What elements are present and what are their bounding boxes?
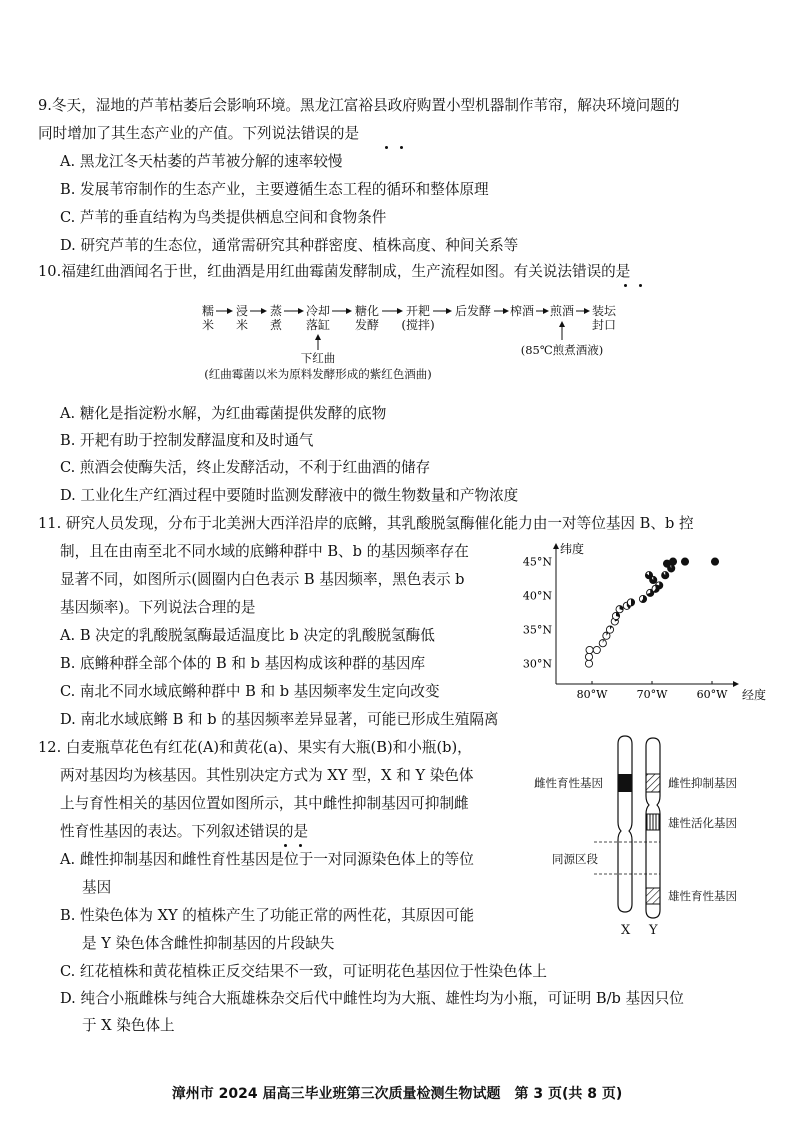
flow-step-8: 榨酒 — [509, 304, 535, 318]
flow-step-9: 煎酒 — [549, 304, 575, 318]
q12-option-c: C. 红花植株和黄花植株正反交结果不一致，可证明花色基因位于性染色体上 — [60, 963, 547, 980]
q11-option-c: C. 南北不同水域底鳉种群中 B 和 b 基因频率发生定向改变 — [60, 683, 440, 700]
q10-option-d: D. 工业化生产红酒过程中要随时监测发酵液中的微生物数量和产物浓度 — [60, 487, 519, 504]
q12-stem-line2: 两对基因均为核基因。其性别决定方式为 XY 型，X 和 Y 染色体 — [60, 767, 474, 784]
data-point — [681, 558, 688, 565]
q10-option-a: A. 糖化是指淀粉水解，为红曲霉菌提供发酵的底物 — [60, 405, 387, 422]
emphasis-dot — [385, 146, 388, 149]
flow-step-5-top: 糖化 — [354, 304, 380, 318]
flow-step-2-top: 浸 — [235, 304, 249, 318]
q11-option-a: A. B 决定的乳酸脱氢酶最适温度比 b 决定的乳酸脱氢酶低 — [60, 627, 435, 644]
female-suppressor-gene-label: 雌性抑制基因 — [668, 776, 737, 790]
flow-step-3-bottom: 煮 — [269, 318, 283, 332]
male-activation-gene-label: 雄性活化基因 — [668, 816, 737, 830]
data-point — [662, 572, 669, 579]
chromosome-diagram — [532, 734, 782, 946]
data-point — [586, 646, 593, 653]
flow-step-4-bottom: 落缸 — [305, 318, 331, 332]
data-point — [627, 599, 634, 606]
q12-option-a-line2: 基因 — [82, 879, 112, 896]
y-chromosome-label: Y — [649, 923, 658, 938]
data-point — [612, 612, 619, 619]
q11-stem-line4: 基因频率)。下列说法合理的是 — [60, 599, 256, 616]
q12-option-d-line1: D. 纯合小瓶雌株与纯合大瓶雄株杂交后代中雌性均为大瓶、雄性均为小瓶，可证明 B/b 基因只位 — [60, 990, 684, 1007]
data-point — [711, 558, 718, 565]
female-suppressor-gene-band — [646, 774, 660, 792]
x-chromosome-label: X — [621, 923, 631, 938]
data-point — [593, 646, 600, 653]
q11-option-b: B. 底鳉种群全部个体的 B 和 b 基因构成该种群的基因库 — [60, 655, 426, 672]
q10-option-c: C. 煎酒会使酶失活，终止发酵活动，不利于红曲酒的储存 — [60, 459, 431, 476]
data-point — [645, 572, 652, 579]
flow-step-2-bottom: 米 — [235, 318, 249, 332]
emphasis-dot — [639, 284, 642, 287]
page-footer: 漳州市 2024 届高三毕业班第三次质量检测生物试题 第 3 页(共 8 页) — [171, 1086, 623, 1102]
male-fertility-gene-label: 雄性育性基因 — [668, 889, 737, 903]
data-point — [599, 640, 606, 647]
q12-stem-line3: 上与育性相关的基因位置如图所示，其中雌性抑制基因可抑制雌 — [60, 795, 469, 812]
flow-step-1-bottom: 米 — [201, 318, 215, 332]
x-axis-label: 经度 — [742, 688, 767, 702]
flow-step-1-top: 糯 — [201, 304, 215, 318]
female-fertility-gene-label: 雌性育性基因 — [534, 776, 603, 790]
q9-option-c: C. 芦苇的垂直结构为鸟类提供栖息空间和食物条件 — [60, 209, 387, 226]
x-tick-label: 70°W — [636, 688, 668, 701]
brewing-flowchart — [190, 298, 630, 388]
data-point — [669, 558, 676, 565]
emphasis-dot — [400, 146, 403, 149]
x-chromosome — [618, 736, 632, 912]
data-point — [606, 626, 613, 633]
q11-stem-line1: 11. 研究人员发现，分布于北美洲大西洋沿岸的底鳉，其乳酸脱氢酶催化能力由一对等位基因 B、b 控 — [38, 515, 694, 532]
data-point — [616, 606, 623, 613]
data-point — [585, 660, 592, 667]
q12-option-d-line2: 于 X 染色体上 — [82, 1017, 175, 1034]
q12-option-b-line1: B. 性染色体为 XY 的植株产生了功能正常的两性花，其原因可能 — [60, 907, 475, 924]
flow-note-red-yeast-desc: (红曲霉菌以米为原料发酵形成的紫红色酒曲) — [204, 367, 432, 381]
flow-note-boil: (85℃煎煮酒液) — [520, 343, 604, 357]
q12-stem-line4: 性育性基因的表达。下列叙述错误的是 — [60, 823, 309, 840]
q9-option-b: B. 发展苇帘制作的生态产业，主要遵循生态工程的循环和整体原理 — [60, 181, 489, 198]
female-fertility-gene-band — [618, 774, 632, 792]
flow-step-10-bottom: 封口 — [591, 318, 617, 332]
y-tick-label: 30°N — [522, 657, 552, 671]
data-point — [656, 582, 663, 589]
q10-option-b: B. 开耙有助于控制发酵温度和及时通气 — [60, 432, 314, 449]
q12-option-b-line2: 是 Y 染色体含雌性抑制基因的片段缺失 — [82, 935, 335, 952]
y-axis-label: 纬度 — [560, 542, 585, 556]
flow-note-red-yeast: 下红曲 — [300, 351, 336, 365]
y-tick-label: 35°N — [522, 623, 552, 637]
latitude-scatter-chart — [510, 538, 784, 704]
emphasis-dot — [299, 844, 302, 847]
y-tick-label: 45°N — [522, 555, 552, 569]
y-tick-label: 40°N — [522, 589, 552, 603]
emphasis-dot — [624, 284, 627, 287]
x-tick-label: 60°W — [696, 688, 728, 701]
flow-step-4-top: 冷却 — [305, 304, 331, 318]
male-activation-gene-band — [646, 814, 660, 830]
flow-step-7: 后发酵 — [454, 304, 492, 318]
q9-option-a: A. 黑龙江冬天枯萎的芦苇被分解的速率较慢 — [60, 153, 343, 170]
q12-stem-line1: 12. 白麦瓶草花色有红花(A)和黄花(a)、果实有大瓶(B)和小瓶(b)， — [38, 739, 472, 756]
flow-step-6-top: 开耙 — [405, 304, 431, 318]
q11-stem-line3: 显著不同，如图所示(圆圈内白色表示 B 基因频率，黑色表示 b — [60, 571, 465, 588]
q11-option-d: D. 南北水域底鳉 B 和 b 的基因频率差异显著，可能已形成生殖隔离 — [60, 711, 499, 728]
q10-stem: 10.福建红曲酒闻名于世，红曲酒是用红曲霉菌发酵制成，生产流程如图。有关说法错误的是 — [38, 263, 631, 280]
emphasis-dot — [284, 844, 287, 847]
q9-stem-line1: 9.冬天，湿地的芦苇枯萎后会影响环境。黑龙江富裕县政府购置小型机器制作苇帘，解决环境问题的 — [38, 97, 680, 114]
flow-step-6-bottom: (搅拌) — [401, 318, 435, 332]
x-tick-label: 80°W — [576, 688, 608, 701]
data-point — [639, 595, 646, 602]
flow-step-3-top: 蒸 — [269, 304, 283, 318]
q9-stem-line2: 同时增加了其生态产业的产值。下列说法错误的是 — [38, 125, 360, 142]
q11-stem-line2: 制，且在由南至北不同水域的底鳉种群中 B、b 的基因频率存在 — [60, 543, 469, 560]
q12-option-a-line1: A. 雌性抑制基因和雌性育性基因是位于一对同源染色体上的等位 — [60, 851, 474, 868]
flow-step-10-top: 装坛 — [591, 304, 617, 318]
male-fertility-gene-band — [646, 888, 660, 904]
flow-step-5-bottom: 发酵 — [354, 318, 380, 332]
homologous-region-label: 同源区段 — [552, 852, 598, 866]
data-point — [585, 653, 592, 660]
q9-option-d: D. 研究芦苇的生态位，通常需研究其种群密度、植株高度、种间关系等 — [60, 237, 519, 254]
